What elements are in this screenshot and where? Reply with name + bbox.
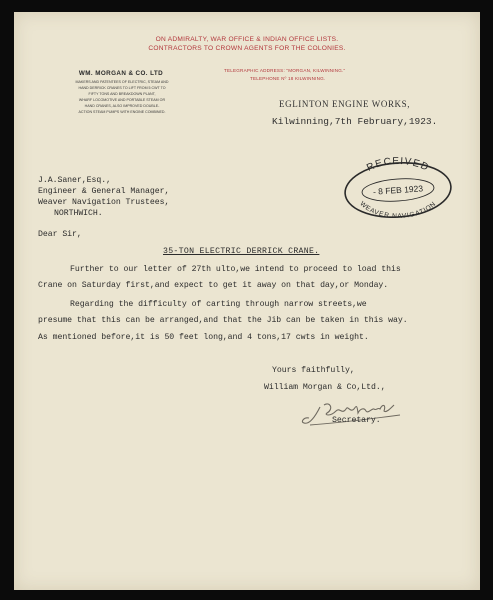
recipient-line: J.A.Saner,Esq.,	[38, 176, 111, 185]
recipient-line: Engineer & General Manager,	[38, 187, 170, 196]
letterhead-contractors-line: CONTRACTORS TO CROWN AGENTS FOR THE COLONIES.	[148, 45, 346, 52]
salutation: Dear Sir,	[38, 230, 82, 239]
maker-line: MAKERS AND PATENTEES OF ELECTRIC, STEAM AND	[75, 80, 169, 84]
maker-line: FIFTY TONS AND BREAKDOWN PLANT,	[88, 92, 156, 96]
maker-line: ACTION STEAM PUMPS WITH ENGINE COMBINED.	[78, 110, 166, 114]
body-line: As mentioned before,it is 50 feet long,and 4 tons,17 cwts in weight.	[38, 333, 369, 342]
works-name: EGLINTON ENGINE WORKS,	[279, 99, 411, 109]
maker-line: HAND CRANES, ALSO IMPROVED DOUBLE-	[84, 104, 160, 108]
letterhead-telephone: TELEPHONE Nº 18 KILWINNING.	[250, 76, 326, 81]
recipient-line: NORTHWICH.	[54, 209, 103, 218]
stamp-date: - 8 FEB 1923	[372, 183, 424, 197]
signatory-title: Secretary.	[332, 416, 381, 425]
letter-subject: 35-TON ELECTRIC DERRICK CRANE.	[163, 247, 320, 256]
stamp-received-text: RECEIVED	[365, 155, 431, 174]
body-line: Regarding the difficulty of carting through narrow streets,we	[70, 300, 367, 309]
letter-dateline	[272, 116, 437, 127]
received-stamp	[339, 152, 457, 218]
stamp-weaver-text: WEAVER NAVIGATION	[358, 200, 438, 218]
company-name: WM. MORGAN & CO. LTD	[78, 70, 164, 77]
body-line: presume that this can be arranged,and that the Jib can be taken in this way.	[38, 316, 408, 325]
letter-sheet	[14, 12, 480, 590]
letterhead-telegraphic-address: TELEGRAPHIC ADDRESS: "MORGAN, KILWINNING."	[224, 68, 346, 73]
body-line: Further to our letter of 27th ulto,we intend to proceed to load this	[70, 265, 401, 274]
firm-name: William Morgan & Co,Ltd.,	[264, 383, 386, 392]
maker-line: HAND DERRICK CRANES TO LIFT FROM 5 CWT TO	[78, 86, 166, 90]
letter-date: 7th February,1923.	[334, 116, 438, 127]
letter-place: Kilwinning,	[272, 116, 335, 127]
maker-line: WHARF LOCOMOTIVE AND PORTABLE STEAM OR	[78, 98, 166, 102]
body-line: Crane on Saturday first,and expect to get it away on that day,or Monday.	[38, 281, 389, 290]
recipient-line: Weaver Navigation Trustees,	[38, 198, 170, 207]
letterhead-admiralty-line: ON ADMIRALTY, WAR OFFICE & INDIAN OFFICE LISTS.	[155, 36, 339, 43]
valediction: Yours faithfully,	[272, 366, 355, 375]
